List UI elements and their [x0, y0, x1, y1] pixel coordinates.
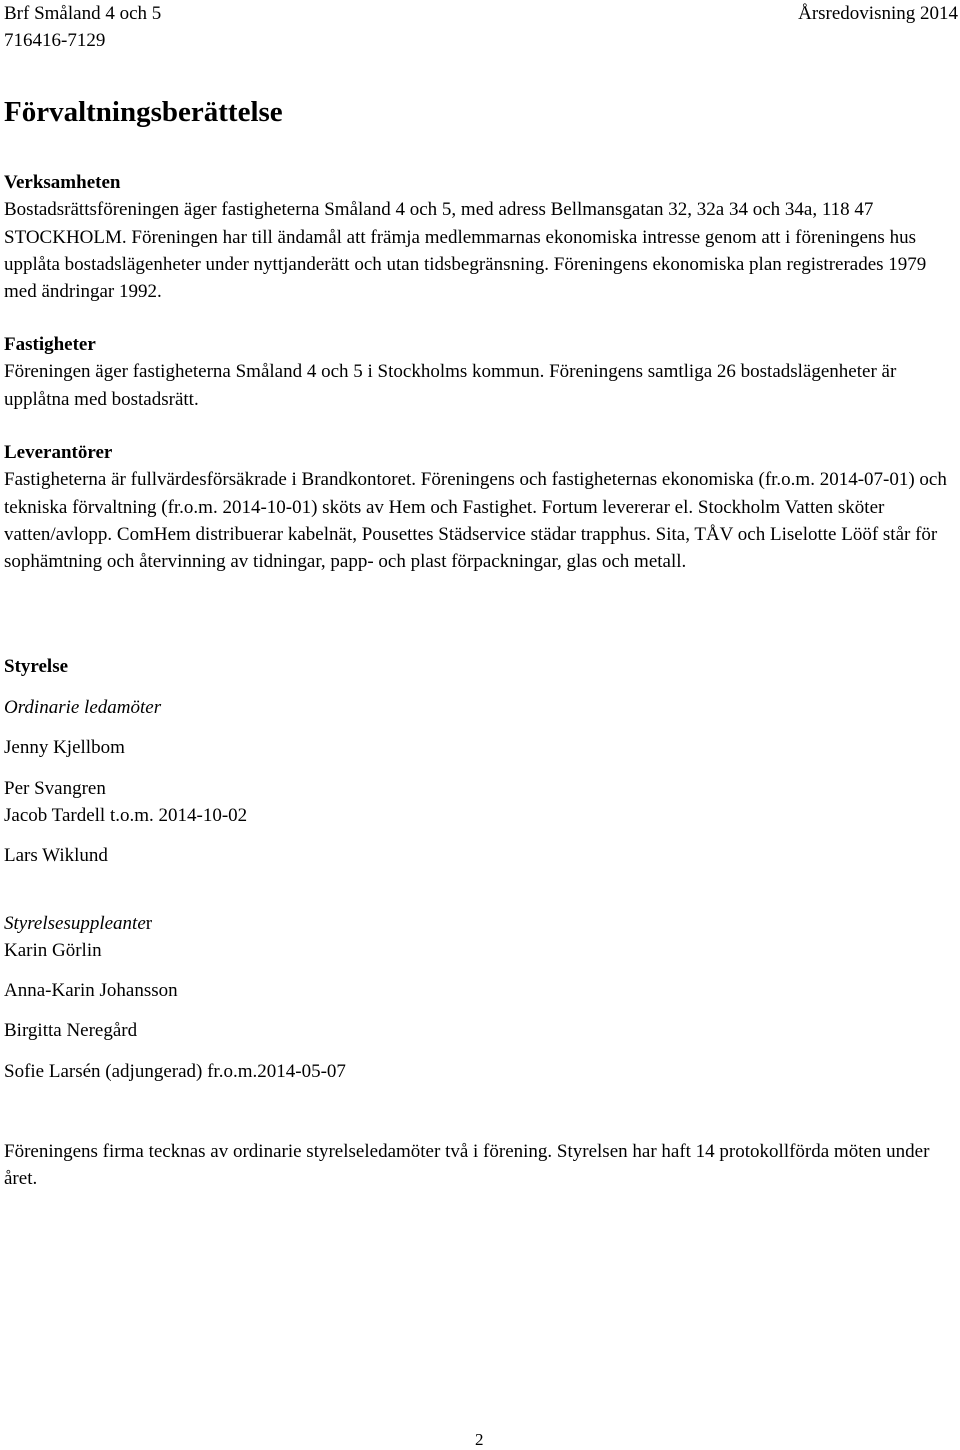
closing-paragraph: Föreningens firma tecknas av ordinarie styrelseledamöter två i förening. Styrelsen har haft 14 protokollförda möten under året. — [4, 1141, 930, 1190]
deputy-member: Birgitta Neregård — [4, 1020, 138, 1041]
report-title: Årsredovisning 2014 — [798, 3, 958, 24]
board-closing-text — [4, 1138, 959, 1193]
board-member: Lars Wiklund — [4, 845, 108, 866]
section-heading: Fastigheter — [4, 334, 96, 355]
section-text: Föreningen äger fastigheterna Småland 4 och 5 i Stockholms kommun. Föreningens samtliga 26 bostadslägenheter är upplåtna med bostadsrätt. — [4, 361, 897, 410]
styrelsesuppleanter-label-tail: r — [145, 913, 153, 934]
board-member: Jenny Kjellbom — [4, 737, 125, 758]
board-member: Per Svangren — [4, 778, 106, 799]
section-verksamheten — [4, 169, 959, 305]
document-title: Förvaltningsberättelse — [4, 96, 283, 128]
styrelsesuppleanter-label-italic: Styrelsesuppleante — [4, 913, 146, 934]
section-text: Fastigheterna är fullvärdesförsäkrade i Brandkontoret. Föreningens och fastigheternas ekonomiska (fr.o.m. 2014-07-01) och tekniska förvaltning (fr.o.m. 2014-10-01) sköts av Hem och Fastighet. Fortum levererar el. Stockholm Vatten sköter vatten/avlopp. ComHem distribuerar kabelnät, Pousettes Städservice städar trapphus. Sita, TÅV och Liselotte Lööf står för sophämtning och återvinning av tidningar, papp- och plast förpackningar, glas och metall. — [4, 469, 947, 573]
page-header-left — [4, 0, 161, 54]
deputy-member: Karin Görlin — [4, 940, 102, 961]
org-number: 716416-7129 — [4, 30, 106, 51]
page-number: 2 — [475, 1430, 484, 1449]
section-text: Bostadsrättsföreningen äger fastigheterna Småland 4 och 5, med adress Bellmansgatan 32, 32a 34 och 34a, 118 47 STOCKHOLM. Föreningen har till ändamål att främja medlemmarnas ekonomiska intresse genom att i föreningens hus upplåta bostadslägenheter under nyttjanderätt och utan tidsbegränsning. Föreningens ekonomiska plan registrerades 1979 med ändringar 1992. — [4, 199, 927, 303]
section-heading: Leverantörer — [4, 442, 113, 463]
section-leverantorer — [4, 439, 959, 575]
section-fastigheter — [4, 331, 959, 413]
association-name: Brf Småland 4 och 5 — [4, 3, 162, 24]
ordinarie-ledamoter-label: Ordinarie ledamöter — [4, 697, 162, 718]
deputy-member: Sofie Larsén (adjungerad) fr.o.m.2014-05-07 — [4, 1061, 346, 1082]
board-member: Jacob Tardell t.o.m. 2014-10-02 — [4, 805, 248, 826]
deputy-member: Anna-Karin Johansson — [4, 980, 178, 1001]
styrelsesuppleanter-label — [4, 910, 152, 937]
section-heading-styrelse: Styrelse — [4, 656, 69, 677]
page-header-right — [798, 0, 958, 27]
section-heading: Verksamheten — [4, 172, 121, 193]
